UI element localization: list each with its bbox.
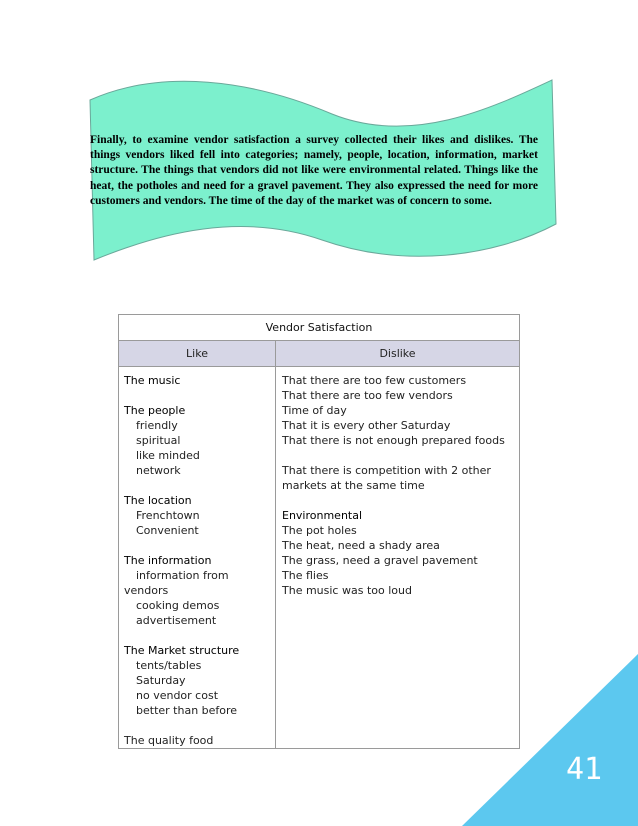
like-item: The information — [124, 554, 212, 567]
dislike-item: The pot holes — [282, 524, 357, 537]
like-item: no vendor cost — [136, 689, 219, 702]
like-item: cooking demos — [136, 599, 220, 612]
dislike-item: The grass, need a gravel pavement — [282, 554, 478, 567]
like-item — [124, 628, 275, 643]
like-column — [119, 367, 276, 749]
like-item: network — [136, 464, 181, 477]
dislike-item: The heat, need a shady area — [282, 539, 440, 552]
column-header-dislike: Dislike — [379, 347, 416, 360]
like-item — [124, 388, 275, 403]
like-item: friendly — [136, 419, 178, 432]
like-item: The quality food — [124, 734, 214, 747]
like-item: advertisement — [136, 614, 217, 627]
dislike-item: Time of day — [282, 404, 347, 417]
like-item: like minded — [136, 449, 200, 462]
like-item: information from — [136, 569, 229, 582]
dislike-item: That it is every other Saturday — [282, 419, 451, 432]
dislike-item — [282, 493, 519, 508]
dislike-item — [282, 448, 519, 463]
dislike-item: That there are too few customers — [282, 374, 467, 387]
dislike-item: That there is not enough prepared foods — [282, 434, 505, 447]
dislike-item: The flies — [282, 569, 329, 582]
corner-triangle — [462, 654, 638, 826]
like-item — [124, 478, 275, 493]
like-item: Frenchtown — [136, 509, 200, 522]
dislike-item: markets at the same time — [282, 479, 425, 492]
like-item: Saturday — [136, 674, 186, 687]
like-item — [124, 538, 275, 553]
like-item: The people — [124, 404, 186, 417]
table-title: Vendor Satisfaction — [119, 315, 519, 341]
like-item: The location — [124, 494, 192, 507]
dislike-item: That there are too few vendors — [282, 389, 453, 402]
like-item: tents/tables — [136, 659, 202, 672]
like-item — [124, 718, 275, 733]
banner-paragraph: Finally, to examine vendor satisfaction a survey collected their likes and dislikes. The things vendors liked fell into categories; namely, people, location, information, market structure. The things that vendors did not like were environmental related. Things like the heat, the potholes and need for a gravel pavement. They also expressed the need for more customers and vendors. The time of the day of the market was of concern to some. — [90, 134, 538, 207]
table-header-row — [119, 341, 519, 367]
column-header-like: Like — [119, 341, 276, 366]
table-body-row — [119, 367, 519, 749]
vendor-satisfaction-table — [118, 314, 520, 749]
like-item: spiritual — [136, 434, 181, 447]
dislike-item: Environmental — [282, 509, 363, 522]
like-item: The music — [124, 374, 181, 387]
dislike-item: That there is competition with 2 other — [282, 464, 491, 477]
dislike-item: The music was too loud — [282, 584, 412, 597]
like-item: better than before — [136, 704, 238, 717]
like-item: The Market structure — [124, 644, 240, 657]
like-item: Convenient — [136, 524, 199, 537]
like-item: vendors — [124, 584, 169, 597]
page-number: 41 — [566, 752, 603, 787]
